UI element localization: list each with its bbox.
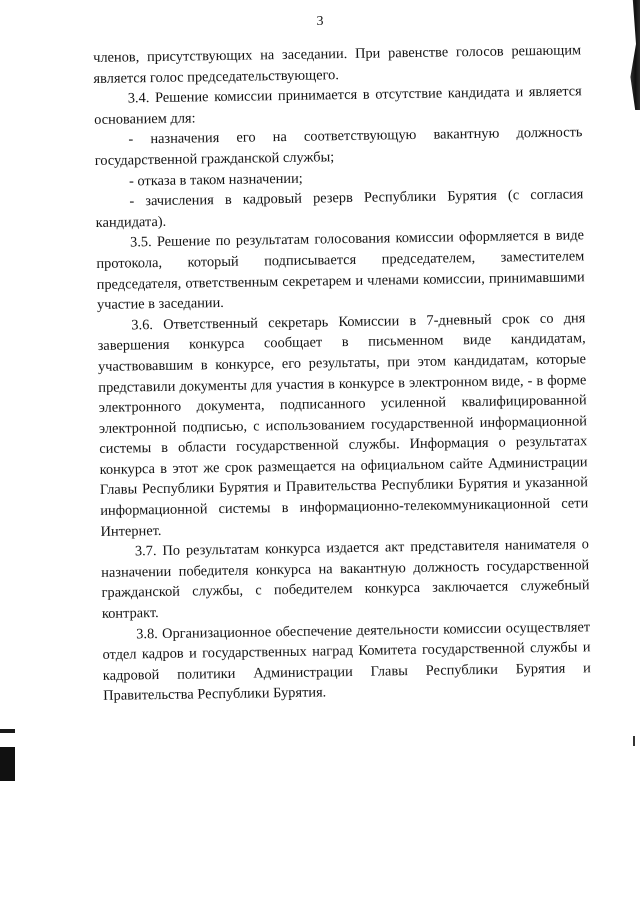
paragraph-3-5: 3.5. Решение по результатам голосования комиссии оформляется в виде протокола, который подписывается председателем, заместителем председателя, ответственным секретарем и членами комиссии, принимавшими участие в заседании. <box>96 227 585 314</box>
paragraph-3-8: 3.8. Организационное обеспечение деятельности комиссии осуществляет отдел кадров и государственных наград Комитета государственной службы и кадровой политики Администрации Главы Республики Бурятия и Правительства Республики Бурятия. <box>102 618 591 705</box>
page-number: 3 <box>316 14 324 29</box>
binding-hole-mark <box>0 747 15 781</box>
list-item-refusal: - отказа в таком назначении; <box>128 170 303 190</box>
paragraph-3-3-continuation: членов, присутствующих на заседании. При равенстве голосов решающим является голос председательствующего. <box>93 42 582 87</box>
list-item-reserve: - зачисления в кадровый резерв Республики Бурятия (с согласия кандидата). <box>95 186 584 231</box>
scan-edge-artifact <box>633 736 635 746</box>
list-item-appointment: - назначения его на соответствующую вакантную должность государственной гражданской службы; <box>94 124 583 169</box>
paragraph-3-7: 3.7. По результатам конкурса издается акт представителя нанимателя о назначении победителя конкурса на вакантную должность государственной гражданской службы, с победителем конкурса заключается служебный контракт. <box>101 536 590 622</box>
paragraph-3-4: 3.4. Решение комиссии принимается в отсутствие кандидата и является основанием для: <box>94 83 582 128</box>
paragraph-3-6: 3.6. Ответственный секретарь Комиссии в 7-дневный срок со дня завершения конкурса сообщает в письменном виде кандидатам, участвовавшим в конкурсе, его результаты, при этом кандидатам, которые представили документы для участия в конкурсе в электронном виде, - в форме электронного документа, подписанного усиленной квалифицированной электронной подписью, с использованием государственной информационной системы в области государственной службы. Информация о результатах конкурса в этот же срок размещается на официальном сайте Администрации Главы Республики Бурятия и Правительства Республики Бурятия и указанной информационной системы в информационно-телекоммуникационной сети Интернет. <box>97 310 589 540</box>
document-body <box>93 40 591 707</box>
binding-hole-mark <box>0 729 15 733</box>
